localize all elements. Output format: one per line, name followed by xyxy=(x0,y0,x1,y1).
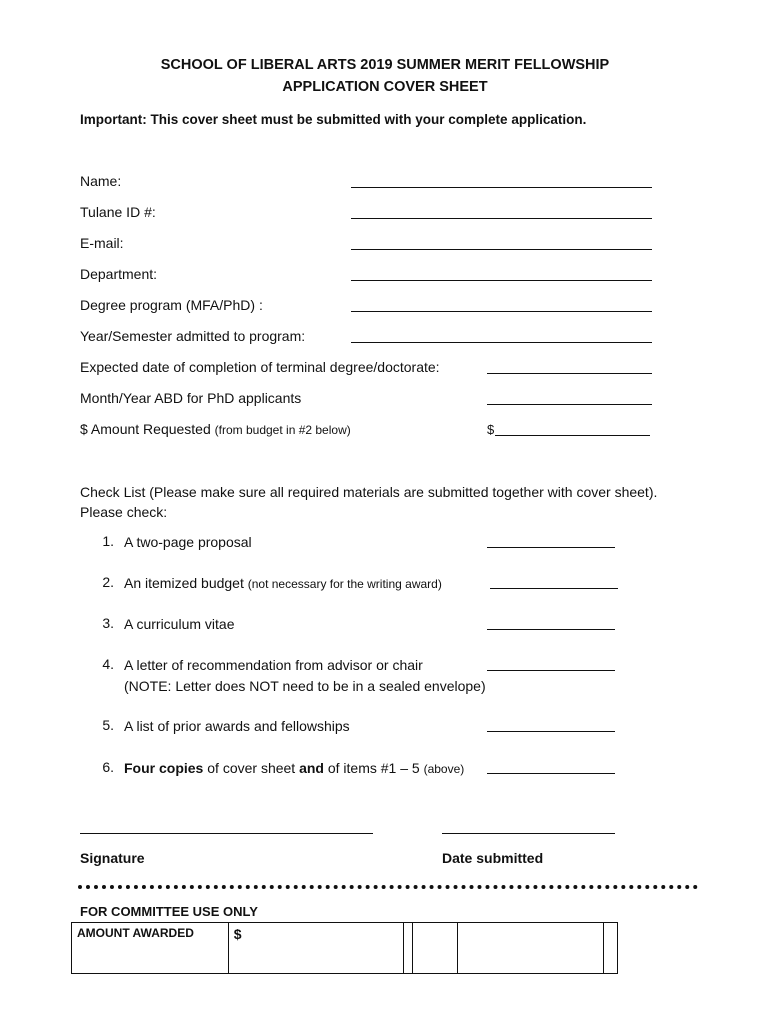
checklist-intro xyxy=(80,482,700,522)
name-label: Name: xyxy=(80,173,122,189)
checklist-num-6: 6. xyxy=(102,759,114,775)
checklist-num-5: 5. xyxy=(102,717,114,733)
checklist-item-cv: A curriculum vitae xyxy=(124,616,235,632)
checklist-num-3: 3. xyxy=(102,615,114,631)
amount-requested-note: (from budget in #2 below) xyxy=(214,423,351,437)
date-submitted-label: Date submitted xyxy=(442,850,544,866)
signature-field[interactable] xyxy=(80,833,373,834)
checklist-num-1: 1. xyxy=(102,533,114,549)
table-cell-blank-2[interactable] xyxy=(458,923,604,974)
tulane-id-field[interactable] xyxy=(351,218,652,219)
checklist-intro-line1: Check List (Please make sure all required materials are submitted together with cover sheet). xyxy=(80,484,658,500)
checklist-item-awards: A list of prior awards and fellowships xyxy=(124,718,350,734)
email-label: E-mail: xyxy=(80,235,124,251)
expected-date-field[interactable] xyxy=(487,373,652,374)
checklist-item-copies-bold1: Four copies xyxy=(124,760,204,776)
amount-awarded-value[interactable]: $ xyxy=(228,923,403,974)
table-cell-spacer-2 xyxy=(604,923,618,974)
name-field[interactable] xyxy=(351,187,652,188)
checklist-item-copies-bold2: and xyxy=(299,760,324,776)
checklist-check-4[interactable] xyxy=(487,670,615,671)
checklist-num-4: 4. xyxy=(102,656,114,672)
checklist-item-copies xyxy=(124,758,464,780)
table-cell-blank-1[interactable] xyxy=(413,923,458,974)
amount-awarded-table xyxy=(71,922,618,974)
tulane-id-label: Tulane ID #: xyxy=(80,204,156,220)
checklist-item-budget xyxy=(124,573,442,595)
abd-label: Month/Year ABD for PhD applicants xyxy=(80,390,302,406)
checklist-check-2[interactable] xyxy=(490,588,618,589)
checklist-intro-line2: Please check: xyxy=(80,504,168,520)
checklist-item-copies-mid: of cover sheet xyxy=(203,760,300,776)
amount-awarded-label: AMOUNT AWARDED xyxy=(72,923,229,974)
dotted-divider xyxy=(78,885,698,889)
checklist-check-5[interactable] xyxy=(487,731,615,732)
amount-requested-label xyxy=(80,421,351,437)
checklist-num-2: 2. xyxy=(102,574,114,590)
signature-label: Signature xyxy=(80,850,145,866)
amount-requested-field[interactable] xyxy=(495,435,650,436)
department-label: Department: xyxy=(80,266,158,282)
checklist-item-proposal: A two-page proposal xyxy=(124,534,252,550)
degree-program-label: Degree program (MFA/PhD) : xyxy=(80,297,263,313)
checklist-item-budget-note: (not necessary for the writing award) xyxy=(247,577,442,591)
checklist-check-6[interactable] xyxy=(487,773,615,774)
date-submitted-field[interactable] xyxy=(442,833,615,834)
checklist-item-recommendation-line1: A letter of recommendation from advisor or chair xyxy=(124,657,423,673)
email-field[interactable] xyxy=(351,249,652,250)
checklist-item-copies-note: (above) xyxy=(423,762,465,776)
amount-dollar-sign: $ xyxy=(487,422,495,437)
year-semester-field[interactable] xyxy=(351,342,652,343)
degree-program-field[interactable] xyxy=(351,311,652,312)
checklist-item-copies-rest: of items #1 – 5 xyxy=(323,760,424,776)
checklist-item-recommendation xyxy=(124,655,486,697)
table-cell-spacer-1 xyxy=(404,923,413,974)
amount-requested-text: $ Amount Requested xyxy=(80,421,211,437)
department-field[interactable] xyxy=(351,280,652,281)
abd-field[interactable] xyxy=(487,404,652,405)
checklist-item-recommendation-line2: (NOTE: Letter does NOT need to be in a sealed envelope) xyxy=(124,678,486,694)
form-title-line2: APPLICATION COVER SHEET xyxy=(282,79,488,95)
checklist-item-budget-text: An itemized budget xyxy=(124,575,244,591)
checklist-check-3[interactable] xyxy=(487,629,615,630)
year-semester-label: Year/Semester admitted to program: xyxy=(80,328,306,344)
important-note: Important: This cover sheet must be submitted with your complete application. xyxy=(80,112,587,127)
checklist-check-1[interactable] xyxy=(487,547,615,548)
form-title-line1: SCHOOL OF LIBERAL ARTS 2019 SUMMER MERIT FELLOWSHIP xyxy=(160,57,610,73)
committee-heading: FOR COMMITTEE USE ONLY xyxy=(80,904,258,919)
expected-date-label: Expected date of completion of terminal degree/doctorate: xyxy=(80,359,440,375)
